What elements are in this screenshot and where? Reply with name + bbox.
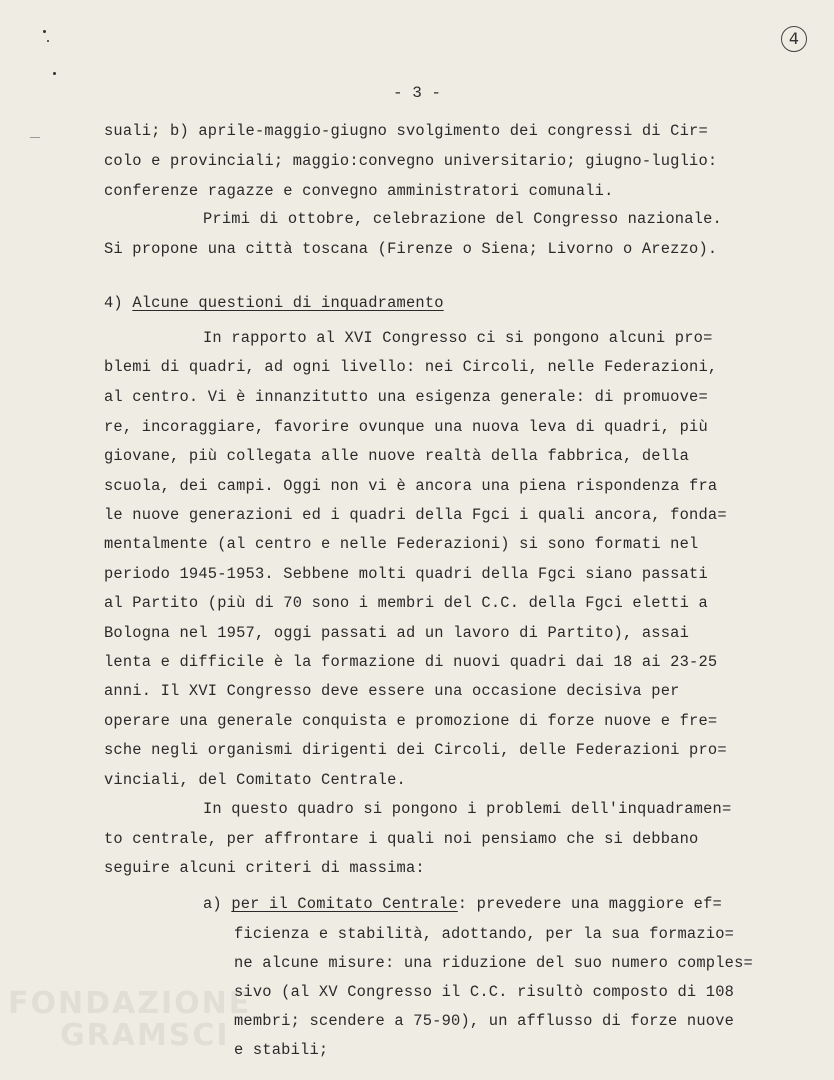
text-line: al Partito (più di 70 sono i membri del C.C. della Fgci eletti a: [104, 594, 708, 612]
section-number: 4): [104, 294, 123, 312]
text-line: conferenze ragazze e convegno amministratori comunali.: [104, 182, 614, 200]
text-line: giovane, più collegata alle nuove realtà della fabbrica, della: [104, 447, 690, 465]
text-line: sche negli organismi dirigenti dei Circoli, delle Federazioni pro=: [104, 741, 727, 759]
watermark-line: FONDAZIONE: [8, 986, 252, 1021]
text-line: le nuove generazioni ed i quadri della Fgci i quali ancora, fonda=: [104, 506, 727, 524]
section-title: Alcune questioni di inquadramento: [132, 294, 444, 312]
text-line: In questo quadro si pongono i problemi dell'inquadramen=: [203, 800, 732, 818]
text-line: sivo (al XV Congresso il C.C. risultò composto di 108: [234, 983, 735, 1001]
ink-speck: [47, 40, 49, 42]
text-line: ne alcune misure: una riduzione del suo numero comples=: [234, 954, 753, 972]
text-line: membri; scendere a 75-90), un afflusso di forze nuove: [234, 1012, 735, 1030]
text-line: e stabili;: [234, 1041, 329, 1059]
text-line: colo e provinciali; maggio:convegno universitario; giugno-luglio:: [104, 152, 718, 170]
text-line: blemi di quadri, ad ogni livello: nei Circoli, nelle Federazioni,: [104, 358, 718, 376]
text-line: suali; b) aprile-maggio-giugno svolgimento dei congressi di Cir=: [104, 122, 708, 140]
page-number: - 3 -: [393, 84, 442, 102]
text-line: periodo 1945-1953. Sebbene molti quadri della Fgci siano passati: [104, 565, 708, 583]
watermark: [8, 988, 251, 1052]
text-line: anni. Il XVI Congresso deve essere una occasione decisiva per: [104, 682, 680, 700]
text-line: operare una generale conquista e promozione di forze nuove e fre=: [104, 712, 718, 730]
text-line: Primi di ottobre, celebrazione del Congresso nazionale.: [203, 210, 722, 228]
text-line: re, incoraggiare, favorire ovunque una nuova leva di quadri, più: [104, 418, 708, 436]
text-line: Si propone una città toscana (Firenze o Siena; Livorno o Arezzo).: [104, 240, 718, 258]
text-line: vinciali, del Comitato Centrale.: [104, 771, 406, 789]
ink-speck: [53, 72, 56, 75]
text-line: : prevedere una maggiore ef=: [457, 895, 722, 913]
text-line: Bologna nel 1957, oggi passati ad un lavoro di Partito), assai: [104, 624, 690, 642]
text-line: lenta e difficile è la formazione di nuovi quadri dai 18 ai 23-25: [104, 653, 718, 671]
margin-tick: [30, 137, 40, 138]
text-line: In rapporto al XVI Congresso ci si pongono alcuni pro=: [203, 329, 713, 347]
text-line: ficienza e stabilità, adottando, per la sua formazio=: [234, 925, 735, 943]
ink-speck: [43, 30, 46, 33]
text-line: scuola, dei campi. Oggi non vi è ancora una piena rispondenza fra: [104, 477, 718, 495]
watermark-line: GRAMSCI: [60, 1018, 230, 1053]
text-line: seguire alcuni criteri di massima:: [104, 859, 425, 877]
list-item-a: [203, 895, 722, 913]
section-heading: [104, 294, 444, 312]
list-marker: a): [203, 895, 222, 913]
margin-page-mark: 4: [781, 26, 807, 52]
text-line: mentalmente (al centro e nelle Federazioni) si sono formati nel: [104, 535, 699, 553]
text-line: to centrale, per affrontare i quali noi pensiamo che si debbano: [104, 830, 699, 848]
text-line: al centro. Vi è innanzitutto una esigenza generale: di promuove=: [104, 388, 708, 406]
list-item-title: per il Comitato Centrale: [231, 895, 458, 913]
